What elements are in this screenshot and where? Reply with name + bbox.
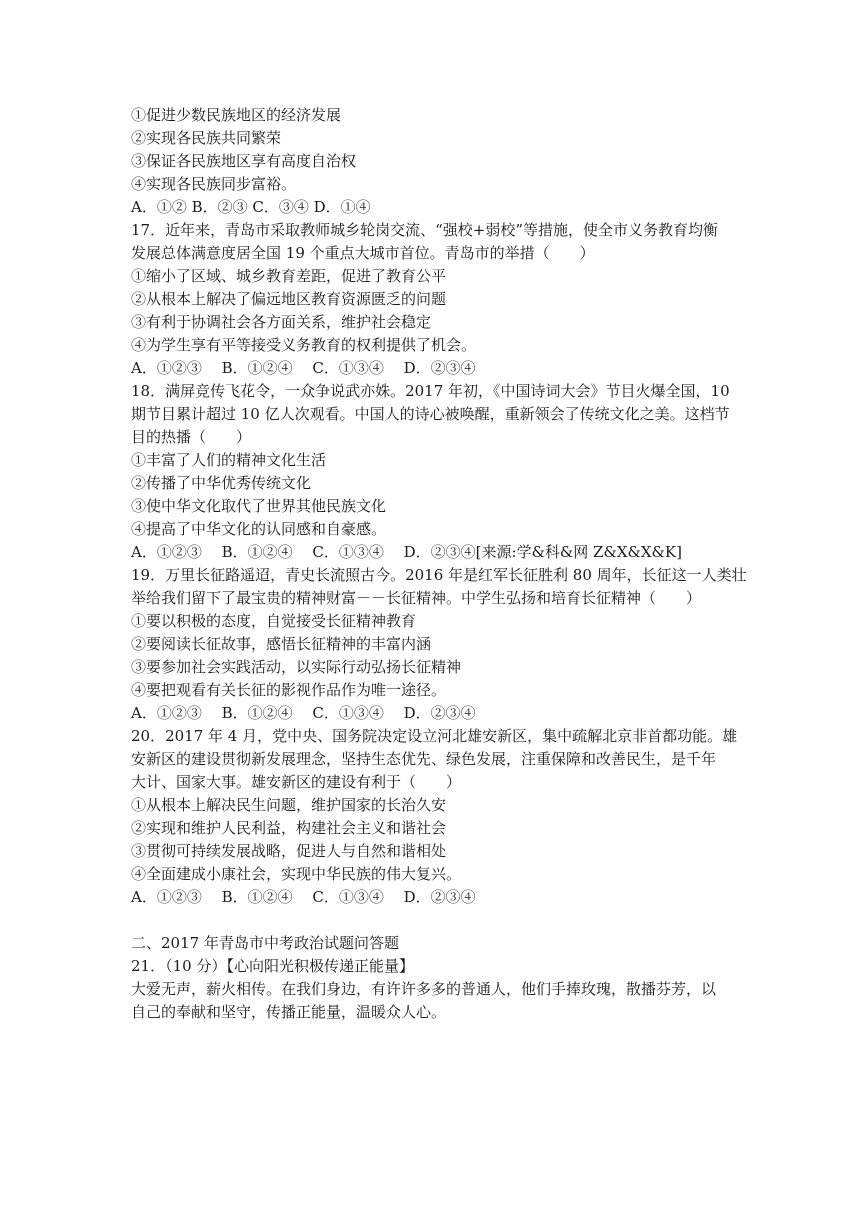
text-line: ③保证各民族地区享有高度自治权	[131, 152, 357, 170]
text-line: ①促进少数民族地区的经济发展	[131, 106, 342, 124]
question-20-stem: 大计、国家大事。雄安新区的建设有利于（ ）	[131, 773, 462, 791]
text-line: ①从根本上解决民生问题，维护国家的长治久安	[131, 796, 447, 814]
answer-options: A．①②③ B．①②④ C．①③④ D．②③④	[131, 888, 476, 906]
text-line: ③使中华文化取代了世界其他民族文化	[131, 497, 387, 515]
question-17-stem: 17．近年来，青岛市采取教师城乡轮岗交流、“强校+弱校”等措施，使全市义务教育均衡	[131, 221, 718, 239]
answer-options: A．①②③ B．①②④ C．①③④ D．②③④	[131, 359, 476, 377]
question-21-stem: 21．（10 分）【心向阳光积极传递正能量】	[131, 957, 414, 975]
question-19-stem: 19．万里长征路遥迢，青史长流照古今。2016 年是红军长征胜利 80 周年，长征这一人类壮	[131, 566, 747, 584]
text-line: ④要把观看有关长征的影视作品作为唯一途径。	[131, 681, 447, 699]
text-line: ①缩小了区域、城乡教育差距，促进了教育公平	[131, 267, 447, 285]
paragraph-line: 自己的奉献和坚守，传播正能量，温暖众人心。	[131, 1003, 447, 1021]
question-17-stem: 发展总体满意度居全国 19 个重点大城市首位。青岛市的举措（ ）	[131, 244, 595, 262]
text-line: ③贯彻可持续发展战略，促进人与自然和谐相处	[131, 842, 447, 860]
question-19-stem: 举给我们留下了最宝贵的精神财富－－长征精神。中学生弘扬和培育长征精神（ ）	[131, 589, 702, 607]
text-line: ③有利于协调社会各方面关系，维护社会稳定	[131, 313, 432, 331]
text-line: ②要阅读长征故事，感悟长征精神的丰富内涵	[131, 635, 432, 653]
text-line: ②实现各民族共同繁荣	[131, 129, 282, 147]
text-line: ④全面建成小康社会，实现中华民族的伟大复兴。	[131, 865, 462, 883]
text-line: ①丰富了人们的精神文化生活	[131, 451, 327, 469]
text-line: ①要以积极的态度，自觉接受长征精神教育	[131, 612, 417, 630]
question-20-stem: 安新区的建设贯彻新发展理念，坚持生态优先、绿色发展，注重保障和改善民生，是千年	[131, 750, 717, 768]
section-heading: 二、2017 年青岛市中考政治试题问答题	[131, 934, 399, 952]
answer-options: A．①② B．②③ C．③④ D．①④	[131, 198, 371, 216]
answer-options: A．①②③ B．①②④ C．①③④ D．②③④[来源:学&科&网 Z&X&X&K]	[131, 543, 682, 561]
question-18-stem: 目的热播（ ）	[131, 428, 252, 446]
question-18-stem: 期节目累计超过 10 亿人次观看。中国人的诗心被唤醒，重新领会了传统文化之美。这档节	[131, 405, 730, 423]
answer-options: A．①②③ B．①②④ C．①③④ D．②③④	[131, 704, 476, 722]
paragraph-line: 大爱无声，薪火相传。在我们身边，有许许多多的普通人，他们手捧玫瑰，散播芬芳，以	[131, 980, 717, 998]
text-line: ③要参加社会实践活动，以实际行动弘扬长征精神	[131, 658, 462, 676]
text-line: ④为学生享有平等接受义务教育的权利提供了机会。	[131, 336, 477, 354]
text-line: ②传播了中华优秀传统文化	[131, 474, 312, 492]
text-line: ②从根本上解决了偏远地区教育资源匮乏的问题	[131, 290, 447, 308]
text-line: ④实现各民族同步富裕。	[131, 175, 297, 193]
question-18-stem: 18．满屏竞传飞花令，一众争说武亦姝。2017 年初，《中国诗词大会》节目火爆全国，10	[131, 382, 730, 400]
text-line: ④提高了中华文化的认同感和自豪感。	[131, 520, 387, 538]
text-line: ②实现和维护人民利益，构建社会主义和谐社会	[131, 819, 447, 837]
question-20-stem: 20．2017 年 4 月，党中央、国务院决定设立河北雄安新区，集中疏解北京非首都功能。雄	[131, 727, 738, 745]
